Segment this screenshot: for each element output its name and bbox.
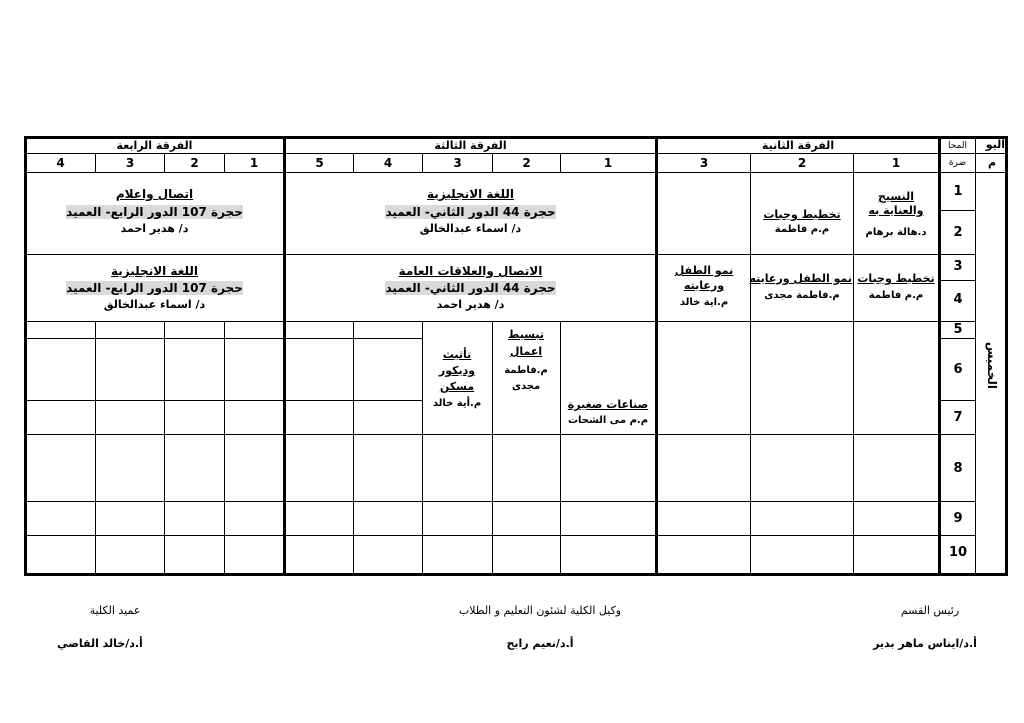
col-line bbox=[975, 172, 976, 575]
row-line bbox=[26, 400, 286, 401]
row-line bbox=[286, 338, 423, 339]
course-teacher: م.أية خالد bbox=[432, 398, 482, 409]
section-number: 1 bbox=[249, 156, 259, 170]
course-teacher: م.م فاطمة bbox=[774, 224, 830, 235]
course-title: اللغة الانجليزية bbox=[111, 264, 198, 278]
dean-name: أ.د/خالد القاضي bbox=[57, 637, 143, 650]
course-title: تبسيط bbox=[507, 328, 545, 341]
col-line bbox=[422, 321, 423, 575]
col-line bbox=[750, 153, 751, 575]
course-title: اعمال bbox=[509, 345, 543, 358]
row-line bbox=[940, 338, 975, 339]
group-divider bbox=[283, 137, 286, 575]
head-title: رئيس القسم bbox=[900, 604, 960, 617]
section-number: 4 bbox=[56, 156, 65, 170]
course-title: الاتصال والعلاقات العامة bbox=[398, 264, 543, 278]
col-line bbox=[492, 321, 493, 575]
course-title: اللغة الانجليزية bbox=[427, 187, 514, 201]
period-number: 9 bbox=[953, 511, 963, 526]
group-divider bbox=[938, 137, 941, 575]
section-number: 2 bbox=[190, 156, 199, 170]
row-line bbox=[26, 535, 975, 536]
period-number: 7 bbox=[953, 410, 963, 425]
period-number: 3 bbox=[953, 259, 963, 274]
section-number: 3 bbox=[125, 156, 135, 170]
period-number: 6 bbox=[953, 362, 963, 377]
course-title: تخطيط وجبات bbox=[763, 208, 841, 221]
col-line bbox=[95, 321, 96, 575]
row-line bbox=[26, 321, 975, 322]
row-line bbox=[26, 501, 975, 502]
col-line bbox=[853, 153, 854, 575]
head-name: أ.د/ايناس ماهر بدير bbox=[873, 637, 977, 650]
row-line bbox=[940, 210, 975, 211]
vice-name: أ.د/نعيم رابح bbox=[506, 637, 574, 650]
course-room: حجرة 44 الدور الثاني- العميد bbox=[385, 281, 556, 295]
row-line bbox=[26, 254, 975, 255]
course-room: حجرة 107 الدور الرابع- العميد bbox=[66, 281, 243, 295]
col-line bbox=[164, 321, 165, 575]
row-line bbox=[26, 172, 1006, 173]
col-line bbox=[975, 137, 976, 173]
course-title: تأثيث bbox=[442, 348, 472, 361]
course-teacher: م.فاطمة مجدى bbox=[764, 290, 840, 301]
course-teacher: مجدى bbox=[511, 381, 541, 392]
section-number: 3 bbox=[453, 156, 462, 170]
period-number: 2 bbox=[953, 225, 963, 240]
course-room: حجرة 44 الدور الثاني- العميد bbox=[385, 205, 556, 219]
col-line bbox=[224, 321, 225, 575]
section-number: 1 bbox=[603, 156, 613, 170]
section-number: 1 bbox=[891, 156, 901, 170]
vice-title: وكيل الكلية لشئون التعليم و الطلاب bbox=[458, 604, 622, 617]
group-fourth-title: الفرقة الرابعة bbox=[116, 139, 193, 152]
course-teacher: م.م مى الشحات bbox=[567, 415, 649, 426]
section-number: 5 bbox=[315, 156, 324, 170]
course-teacher: د.هالة برهام bbox=[865, 227, 927, 238]
row-line bbox=[26, 153, 1006, 154]
course-title: اتصال واعلام bbox=[115, 187, 194, 201]
course-teacher: د/ اسماء عبدالخالق bbox=[419, 222, 522, 235]
period-header-2: ضرة bbox=[948, 158, 967, 168]
row-line bbox=[286, 400, 423, 401]
section-number: 4 bbox=[383, 156, 393, 170]
dean-title: عميد الكلية bbox=[89, 604, 141, 617]
period-number: 10 bbox=[948, 545, 968, 560]
course-title: نمو الطفل ورعايته bbox=[749, 272, 852, 285]
course-room: حجرة 107 الدور الرابع- العميد bbox=[66, 205, 243, 219]
course-teacher: م.م فاطمة bbox=[868, 290, 924, 301]
course-teacher: د/ هدير احمد bbox=[436, 298, 505, 311]
course-teacher: د/ هدير احمد bbox=[120, 222, 189, 235]
course-teacher: م.فاطمة bbox=[504, 365, 548, 376]
day-header-2: م bbox=[987, 156, 997, 169]
course-title: النسيج والعناية به bbox=[868, 190, 924, 217]
section-number: 2 bbox=[797, 156, 807, 170]
period-number: 5 bbox=[953, 322, 963, 337]
course-title: صناعات صغيرة bbox=[567, 398, 649, 411]
course-title: نمو الطفل bbox=[674, 264, 734, 277]
row-line bbox=[940, 280, 975, 281]
course-title: وديكور bbox=[438, 364, 476, 377]
period-number: 8 bbox=[953, 461, 963, 476]
row-line bbox=[26, 338, 286, 339]
row-line bbox=[26, 434, 975, 435]
group-second-title: الفرقة الثانية bbox=[761, 139, 835, 152]
period-number: 1 bbox=[953, 184, 963, 199]
course-teacher: م.اية خالد bbox=[679, 297, 729, 308]
section-number: 2 bbox=[522, 156, 531, 170]
day-name: الخميس bbox=[985, 341, 999, 389]
course-title: مسكن bbox=[439, 380, 475, 393]
row-line bbox=[940, 400, 975, 401]
col-line bbox=[560, 321, 561, 575]
group-divider bbox=[655, 137, 658, 575]
period-header: المحا bbox=[948, 141, 967, 151]
course-title: ورعايته bbox=[683, 279, 725, 292]
section-number: 3 bbox=[699, 156, 709, 170]
day-header: اليو bbox=[985, 138, 1005, 151]
group-third-title: الفرقة الثالثة bbox=[434, 139, 507, 152]
col-line bbox=[353, 321, 354, 575]
course-title: تخطيط وجبات bbox=[857, 272, 935, 285]
period-number: 4 bbox=[953, 292, 963, 307]
course-teacher: د/ اسماء عبدالخالق bbox=[103, 298, 206, 311]
